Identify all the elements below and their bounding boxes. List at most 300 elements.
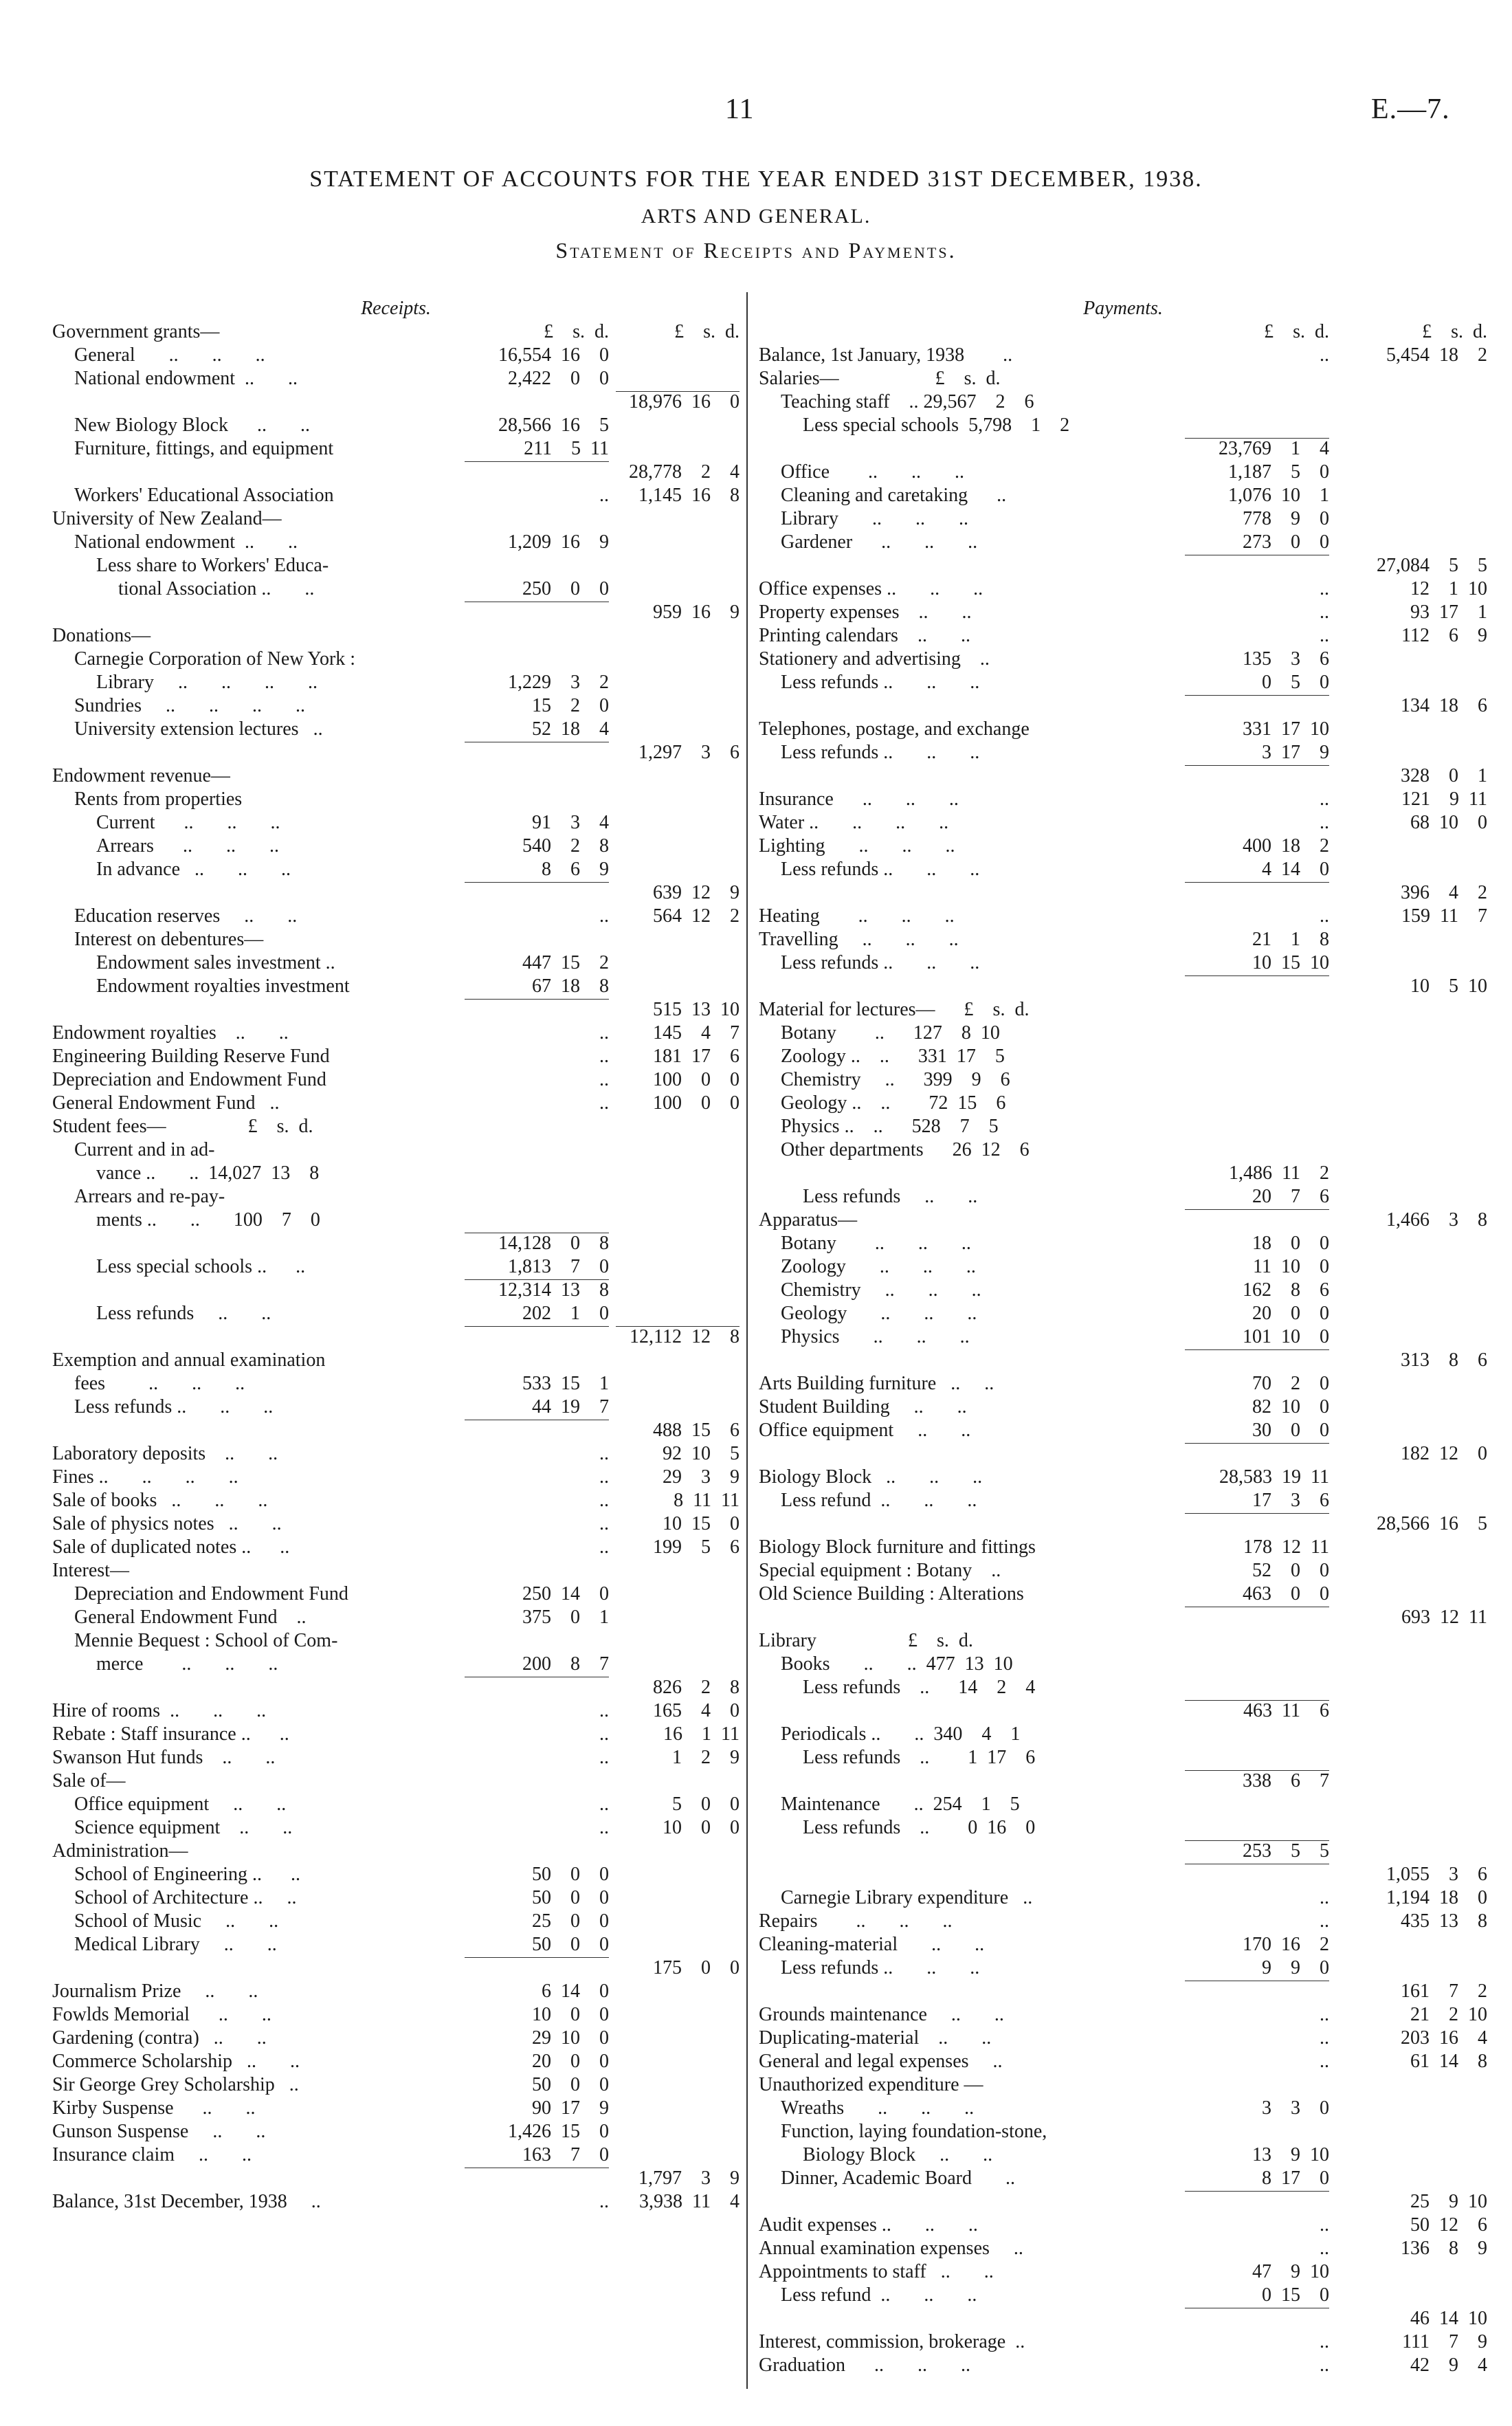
row-inner-amount: .. — [1320, 578, 1329, 599]
receipts-row — [52, 1045, 740, 1068]
row-inner-amount: 20 7 6 — [1252, 1186, 1329, 1207]
rule-line — [1185, 695, 1329, 696]
payments-row — [759, 788, 1487, 811]
row-inner-amount: .. — [1320, 602, 1329, 623]
row-description: Commerce Scholarship .. .. — [52, 2051, 300, 2072]
row-total-amount: 50 12 6 — [1410, 2214, 1487, 2236]
row-inner-amount: 400 18 2 — [1243, 835, 1329, 857]
receipts-row — [52, 1840, 740, 1863]
row-inner-amount: .. — [1320, 2355, 1329, 2376]
payments-heading: Payments. — [1083, 298, 1163, 319]
row-description: Graduation .. .. .. — [759, 2355, 970, 2376]
row-total-amount: 28,778 2 4 — [629, 461, 740, 483]
row-total-amount: 182 12 0 — [1401, 1443, 1487, 1464]
row-inner-amount: 3 17 9 — [1262, 742, 1329, 763]
row-total-amount: 1,145 16 8 — [638, 485, 740, 506]
row-total-amount: 27,084 5 5 — [1377, 555, 1487, 576]
row-description: University of New Zealand— — [52, 508, 282, 529]
receipts-row — [52, 1886, 740, 1910]
row-inner-amount: 338 6 7 — [1243, 1770, 1329, 1791]
row-inner-amount: 200 8 7 — [522, 1653, 609, 1675]
row-description: Insurance .. .. .. — [759, 789, 959, 810]
row-description: Repairs .. .. .. — [759, 1910, 953, 1932]
row-inner-amount: .. — [599, 1443, 609, 1464]
row-inner-amount: 21 1 8 — [1252, 929, 1329, 950]
row-total-amount: 693 12 11 — [1401, 1607, 1487, 1628]
row-description: Office equipment .. .. — [759, 1420, 971, 1441]
row-total-amount: 12,112 12 8 — [630, 1326, 740, 1347]
row-total-amount: 25 9 10 — [1410, 2191, 1487, 2212]
payments-row — [759, 811, 1487, 835]
payments-row — [759, 344, 1487, 367]
row-inner-amount: 273 0 0 — [1243, 531, 1329, 553]
row-description: Wreaths .. .. .. — [781, 2097, 975, 2119]
row-inner-amount: 30 0 0 — [1252, 1420, 1329, 1441]
receipts-row — [52, 1255, 740, 1279]
row-total-amount: £ s. d. — [1422, 321, 1487, 342]
receipts-row — [52, 648, 740, 671]
receipts-row — [52, 1279, 740, 1302]
row-description: Property expenses .. .. — [759, 602, 972, 623]
row-inner-amount: .. — [1320, 905, 1329, 927]
row-description: Periodicals .. .. 340 4 1 — [781, 1723, 1021, 1745]
receipts-row — [52, 975, 740, 998]
row-description: Less refunds .. .. — [803, 1186, 978, 1207]
row-description: Salaries— £ s. d. — [759, 368, 1001, 389]
row-total-amount: 10 5 10 — [1410, 975, 1487, 997]
row-total-amount: 161 7 2 — [1401, 1981, 1487, 2002]
receipts-row — [52, 437, 740, 461]
payments-row — [759, 1115, 1487, 1138]
payments-row — [759, 1769, 1487, 1793]
payments-row — [759, 1255, 1487, 1279]
row-description: Depreciation and Endowment Fund — [74, 1583, 348, 1605]
row-description: Science equipment .. .. — [74, 1817, 293, 1838]
payments-row — [759, 1606, 1487, 1629]
receipts-row — [52, 1583, 740, 1606]
row-inner-amount: 778 9 0 — [1243, 508, 1329, 529]
row-description: Zoology .. .. .. — [781, 1256, 976, 1277]
row-total-amount: 165 4 0 — [653, 1700, 740, 1721]
rule-line — [465, 999, 609, 1000]
row-total-amount: 564 12 2 — [653, 905, 740, 927]
row-description: Less refunds .. .. .. — [74, 1396, 274, 1418]
row-inner-amount: 8 6 9 — [542, 859, 609, 880]
receipts-row — [52, 2027, 740, 2050]
row-description: Medical Library .. .. — [74, 1934, 277, 1955]
rule-line — [1185, 1840, 1329, 1841]
receipts-row — [52, 1933, 740, 1956]
receipts-row — [52, 835, 740, 858]
row-inner-amount: 540 2 8 — [522, 835, 609, 857]
row-inner-amount: .. — [1320, 625, 1329, 646]
row-description: National endowment .. .. — [74, 531, 298, 553]
payments-row — [759, 1653, 1487, 1676]
receipts-row — [52, 1746, 740, 1769]
payments-row — [759, 367, 1487, 390]
row-total-amount: 8 11 11 — [674, 1490, 740, 1511]
receipts-row — [52, 1022, 740, 1045]
row-inner-amount: .. — [599, 1723, 609, 1745]
row-inner-amount: .. — [1320, 1887, 1329, 1908]
payments-row — [759, 414, 1487, 437]
payments-row — [759, 1302, 1487, 1325]
row-description: Cleaning and caretaking .. — [781, 485, 1007, 506]
row-total-amount: 28,566 16 5 — [1377, 1513, 1487, 1534]
payments-row — [759, 1886, 1487, 1910]
row-description: Special equipment : Botany .. — [759, 1560, 1001, 1581]
receipts-row — [52, 1092, 740, 1115]
row-total-amount: 181 17 6 — [653, 1046, 740, 1067]
row-total-amount: 93 17 1 — [1410, 602, 1487, 623]
receipts-row — [52, 1699, 740, 1723]
row-inner-amount: 1,486 11 2 — [1229, 1162, 1329, 1184]
row-inner-amount: .. — [599, 1092, 609, 1114]
row-total-amount: 1,297 3 6 — [638, 742, 740, 763]
payments-row — [759, 507, 1487, 531]
row-total-amount: 145 4 7 — [653, 1022, 740, 1044]
row-description: Endowment sales investment .. — [96, 952, 335, 973]
rule-line — [1185, 438, 1329, 439]
receipts-row — [52, 1396, 740, 1419]
row-inner-amount: 18 0 0 — [1252, 1233, 1329, 1254]
row-inner-amount: 135 3 6 — [1243, 648, 1329, 670]
row-inner-amount: 25 0 0 — [532, 1910, 609, 1932]
receipts-row — [52, 461, 740, 484]
row-description: tional Association .. .. — [118, 578, 315, 599]
receipts-row — [52, 1162, 740, 1185]
rule-line — [1185, 1513, 1329, 1514]
row-description: Travelling .. .. .. — [759, 929, 959, 950]
receipts-row — [52, 1863, 740, 1886]
receipts-row — [52, 998, 740, 1022]
row-inner-amount: .. — [599, 1490, 609, 1511]
payments-row — [759, 2167, 1487, 2190]
row-description: Cleaning-material .. .. — [759, 1934, 985, 1955]
payments-row — [759, 1723, 1487, 1746]
row-inner-amount: 20 0 0 — [1252, 1303, 1329, 1324]
row-total-amount: 826 2 8 — [653, 1677, 740, 1698]
receipts-row — [52, 414, 740, 437]
row-inner-amount: 50 0 0 — [532, 2074, 609, 2095]
payments-row — [759, 1396, 1487, 1419]
row-total-amount: 396 4 2 — [1401, 882, 1487, 903]
row-total-amount: 16 1 11 — [663, 1723, 740, 1745]
receipts-row — [52, 2190, 740, 2214]
row-total-amount: 959 16 9 — [653, 602, 740, 623]
row-total-amount: 1,055 3 6 — [1386, 1864, 1487, 1885]
payments-row — [759, 1138, 1487, 1162]
payments-row — [759, 531, 1487, 554]
row-description: Zoology .. .. 331 17 5 — [781, 1046, 1005, 1067]
row-total-amount: 112 6 9 — [1401, 625, 1487, 646]
receipts-row — [52, 2120, 740, 2143]
rule-line — [616, 1326, 740, 1327]
row-total-amount: 134 18 6 — [1401, 695, 1487, 716]
row-total-amount: 61 14 8 — [1410, 2051, 1487, 2072]
row-description: Fowlds Memorial .. .. — [52, 2004, 271, 2025]
payments-row — [759, 1489, 1487, 1512]
receipts-row — [52, 1606, 740, 1629]
row-inner-amount: .. — [599, 1046, 609, 1067]
row-inner-amount: .. — [599, 1817, 609, 1838]
row-inner-amount: .. — [1320, 2004, 1329, 2025]
row-description: fees .. .. .. — [74, 1373, 245, 1394]
payments-row — [759, 1840, 1487, 1863]
payments-row — [759, 390, 1487, 414]
row-inner-amount: 3 3 0 — [1262, 2097, 1329, 2119]
row-description: Less refunds .. 0 16 0 — [803, 1817, 1036, 1838]
receipts-row — [52, 2073, 740, 2097]
receipts-row — [52, 1980, 740, 2003]
row-description: Carnegie Corporation of New York : — [74, 648, 356, 670]
row-description: Student Building .. .. — [759, 1396, 967, 1418]
row-inner-amount: 447 15 2 — [522, 952, 609, 973]
row-description: Endowment royalties .. .. — [52, 1022, 289, 1044]
row-inner-amount: .. — [1320, 789, 1329, 810]
row-inner-amount: .. — [599, 1700, 609, 1721]
row-total-amount: 136 8 9 — [1401, 2238, 1487, 2259]
receipts-row — [52, 1629, 740, 1653]
row-inner-amount: .. — [599, 1747, 609, 1768]
row-description: Botany .. 127 8 10 — [781, 1022, 1000, 1044]
row-inner-amount: 0 5 0 — [1262, 672, 1329, 693]
row-description: Journalism Prize .. .. — [52, 1981, 258, 2002]
row-description: Sale of— — [52, 1770, 126, 1791]
row-description: General Endowment Fund .. — [74, 1607, 307, 1628]
row-description: School of Engineering .. .. — [74, 1864, 300, 1885]
receipts-row — [52, 1653, 740, 1676]
row-description: Exemption and annual examination — [52, 1349, 326, 1371]
receipts-row — [52, 881, 740, 905]
row-description: Heating .. .. .. — [759, 905, 955, 927]
row-description: Balance, 1st January, 1938 .. — [759, 344, 1013, 366]
row-description: Interest on debentures— — [74, 929, 264, 950]
payments-row — [759, 1956, 1487, 1980]
row-description: Donations— — [52, 625, 151, 646]
row-inner-amount: £ s. d. — [544, 321, 609, 342]
payments-row — [759, 1349, 1487, 1372]
row-inner-amount: 9 9 0 — [1262, 1957, 1329, 1978]
row-description: Hire of rooms .. .. .. — [52, 1700, 267, 1721]
row-description: General Endowment Fund .. — [52, 1092, 280, 1114]
receipts-row — [52, 1910, 740, 1933]
statement-section: Statement of Receipts and Payments. — [555, 238, 957, 263]
row-inner-amount: 6 14 0 — [542, 1981, 609, 2002]
row-description: Current and in ad- — [74, 1139, 215, 1160]
row-inner-amount: 14,128 0 8 — [498, 1233, 609, 1254]
row-total-amount: 1,797 3 9 — [638, 2168, 740, 2189]
row-inner-amount: .. — [1320, 1910, 1329, 1932]
row-inner-amount: .. — [1320, 2027, 1329, 2049]
payments-row — [759, 437, 1487, 461]
row-inner-amount: 15 2 0 — [532, 695, 609, 716]
row-inner-amount: 202 1 0 — [522, 1303, 609, 1324]
receipts-row — [52, 1068, 740, 1092]
receipts-row — [52, 1325, 740, 1349]
column-divider — [746, 292, 748, 2389]
row-total-amount: 111 7 9 — [1402, 2331, 1487, 2352]
row-description: Less share to Workers' Educa- — [96, 555, 329, 576]
receipts-column — [52, 297, 740, 2214]
row-description: Geology .. .. .. — [781, 1303, 977, 1324]
receipts-row — [52, 671, 740, 694]
receipts-row — [52, 507, 740, 531]
row-description: Swanson Hut funds .. .. — [52, 1747, 276, 1768]
payments-row — [759, 2003, 1487, 2027]
row-total-amount: £ s. d. — [674, 321, 740, 342]
receipts-row — [52, 1956, 740, 1980]
row-description: Student fees— £ s. d. — [52, 1116, 313, 1137]
receipts-row — [52, 1442, 740, 1466]
row-description: National endowment .. .. — [74, 368, 298, 389]
receipts-row — [52, 694, 740, 718]
row-description: vance .. .. 14,027 13 8 — [96, 1162, 320, 1184]
row-inner-amount: 4 14 0 — [1262, 859, 1329, 880]
row-description: Gunson Suspense .. .. — [52, 2121, 266, 2142]
row-inner-amount: 1,076 10 1 — [1228, 485, 1329, 506]
row-description: Furniture, fittings, and equipment — [74, 438, 334, 459]
row-total-amount: 10 0 0 — [663, 1817, 740, 1838]
row-description: Administration— — [52, 1840, 188, 1862]
row-total-amount: 3,938 11 4 — [639, 2191, 740, 2212]
payments-row — [759, 1512, 1487, 1536]
row-total-amount: 159 11 7 — [1401, 905, 1487, 927]
row-description: Less refunds .. .. .. — [781, 859, 980, 880]
row-inner-amount: .. — [599, 1536, 609, 1558]
row-inner-amount: £ s. d. — [1264, 321, 1329, 342]
row-description: Telephones, postage, and exchange — [759, 718, 1030, 740]
row-inner-amount: 10 15 10 — [1252, 952, 1329, 973]
row-description: Office expenses .. .. .. — [759, 578, 983, 599]
rule-line — [1185, 1770, 1329, 1771]
row-total-amount: 313 8 6 — [1401, 1349, 1487, 1371]
row-description: Laboratory deposits .. .. — [52, 1443, 278, 1464]
payments-row — [759, 1559, 1487, 1583]
payments-row — [759, 554, 1487, 577]
receipts-row — [52, 858, 740, 881]
row-inner-amount: 67 18 8 — [532, 975, 609, 997]
row-inner-amount: 2,422 0 0 — [508, 368, 609, 389]
payments-row — [759, 1068, 1487, 1092]
receipts-row — [52, 344, 740, 367]
receipts-row — [52, 1115, 740, 1138]
row-total-amount: 100 0 0 — [653, 1069, 740, 1090]
receipts-row — [52, 1793, 740, 1816]
payments-row — [759, 1442, 1487, 1466]
receipts-row — [52, 741, 740, 764]
payments-row — [759, 1863, 1487, 1886]
payments-row — [759, 881, 1487, 905]
rule-line — [1185, 1209, 1329, 1210]
row-description: Less refund .. .. .. — [781, 2284, 977, 2306]
row-inner-amount: .. — [1320, 344, 1329, 366]
row-inner-amount: 52 18 4 — [532, 718, 609, 740]
row-description: General .. .. .. — [74, 344, 265, 366]
row-description: Teaching staff .. 29,567 2 6 — [781, 391, 1034, 412]
rule-line — [465, 1326, 609, 1327]
row-description: Office equipment .. .. — [74, 1794, 287, 1815]
row-inner-amount: 1,229 3 2 — [508, 672, 609, 693]
row-description: New Biology Block .. .. — [74, 415, 310, 436]
receipts-row — [52, 1302, 740, 1325]
rule-line — [1185, 1349, 1329, 1350]
row-description: Sale of duplicated notes .. .. — [52, 1536, 290, 1558]
payments-row — [759, 1910, 1487, 1933]
payments-row — [759, 951, 1487, 975]
row-description: Dinner, Academic Board .. — [781, 2168, 1016, 2189]
row-total-amount: 46 14 10 — [1410, 2308, 1487, 2329]
receipts-row — [52, 1816, 740, 1840]
row-total-amount: 175 0 0 — [653, 1957, 740, 1978]
row-description: Arrears .. .. .. — [96, 835, 279, 857]
row-total-amount: 5,454 18 2 — [1386, 344, 1487, 366]
row-description: Government grants— — [52, 321, 220, 342]
receipts-row — [52, 1419, 740, 1442]
row-inner-amount: 47 9 10 — [1252, 2261, 1329, 2282]
receipts-row — [52, 811, 740, 835]
row-description: Engineering Building Reserve Fund — [52, 1046, 330, 1067]
row-inner-amount: .. — [599, 1794, 609, 1815]
row-inner-amount: .. — [1320, 2238, 1329, 2259]
payments-row — [759, 1162, 1487, 1185]
payments-row — [759, 2237, 1487, 2260]
payments-row — [759, 1676, 1487, 1699]
page-number: 11 — [725, 93, 755, 125]
row-inner-amount: 533 15 1 — [522, 1373, 609, 1394]
row-total-amount: 68 10 0 — [1410, 812, 1487, 833]
row-total-amount: 42 9 4 — [1410, 2355, 1487, 2376]
payments-row — [759, 1325, 1487, 1349]
payments-row — [759, 1933, 1487, 1956]
receipts-row — [52, 531, 740, 554]
row-total-amount: 199 5 6 — [653, 1536, 740, 1558]
rule-line — [465, 1279, 609, 1280]
row-description: Maintenance .. 254 1 5 — [781, 1794, 1020, 1815]
row-description: Mennie Bequest : School of Com- — [74, 1630, 338, 1651]
payments-row — [759, 1746, 1487, 1769]
row-inner-amount: 50 0 0 — [532, 1887, 609, 1908]
payments-row — [759, 1793, 1487, 1816]
payments-row — [759, 2330, 1487, 2354]
row-description: Apparatus— — [759, 1209, 858, 1231]
payments-row — [759, 1209, 1487, 1232]
row-description: Physics .. .. .. — [781, 1326, 970, 1347]
row-total-amount: 10 15 0 — [663, 1513, 740, 1534]
payments-row — [759, 975, 1487, 998]
row-description: University extension lectures .. — [74, 718, 323, 740]
row-description: Annual examination expenses .. — [759, 2238, 1023, 2259]
payments-row — [759, 461, 1487, 484]
row-description: Material for lectures— £ s. d. — [759, 999, 1030, 1020]
row-inner-amount: 28,566 16 5 — [498, 415, 609, 436]
receipts-row — [52, 2097, 740, 2120]
payments-row — [759, 1279, 1487, 1302]
row-description: Less refunds .. .. — [96, 1303, 271, 1324]
receipts-row — [52, 2143, 740, 2167]
row-description: Less refunds .. .. .. — [781, 742, 980, 763]
payments-row — [759, 624, 1487, 648]
payments-row — [759, 2214, 1487, 2237]
payments-row — [759, 2073, 1487, 2097]
row-description: Unauthorized expenditure — — [759, 2074, 983, 2095]
payments-row — [759, 741, 1487, 764]
receipts-row — [52, 2050, 740, 2073]
row-description: Carnegie Library expenditure .. — [781, 1887, 1033, 1908]
row-inner-amount: 250 0 0 — [522, 578, 609, 599]
row-inner-amount: 91 3 4 — [532, 812, 609, 833]
receipts-row — [52, 1536, 740, 1559]
